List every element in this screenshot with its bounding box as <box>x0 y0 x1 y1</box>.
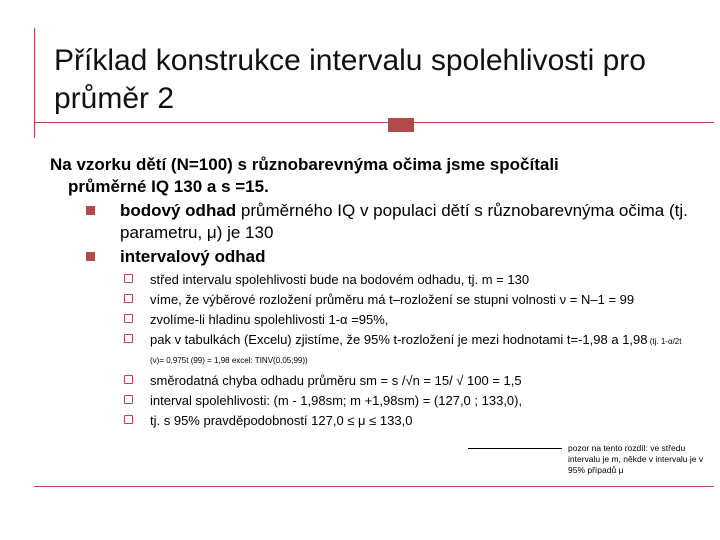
square-bullet-icon <box>86 252 95 261</box>
sub-item <box>50 311 690 328</box>
sub-item-small-text: (tj. 1-α/2t (ν)= 0,975t (99) = 1,98 excel: TINV(0,05;99)) <box>150 337 682 365</box>
sub-item <box>50 331 690 369</box>
sub-item-text: víme, že výběrové rozložení průměru má t–rozložení se stupni volnosti ν = N–1 = 99 <box>150 292 635 307</box>
bullet-bold-label: bodový odhad <box>120 201 237 220</box>
sub-item <box>50 392 690 409</box>
sub-item <box>50 412 690 429</box>
sub-item-text: střed intervalu spolehlivosti bude na bodovém odhadu, tj. m = 130 <box>150 272 530 287</box>
hollow-square-bullet-icon <box>124 375 133 384</box>
sub-item <box>50 372 690 389</box>
sub-item-text: pak v tabulkách (Excelu) zjistíme, že 95% t-rozložení je mezi hodnotami t=-1,98 a 1,98 <box>150 332 648 347</box>
accent-block <box>388 118 414 132</box>
bullet-bold-label: intervalový odhad <box>120 247 266 266</box>
hollow-square-bullet-icon <box>124 395 133 404</box>
sub-item-text: zvolíme-li hladinu spolehlivosti 1-α =95%, <box>150 312 389 327</box>
bottom-rule <box>34 486 714 487</box>
bullet-point-estimate <box>50 200 690 244</box>
note-pointer-line <box>468 448 562 449</box>
intro-line-1: Na vzorku dětí (N=100) s různobarevnýma očima jsme spočítali <box>50 155 559 174</box>
sub-item <box>50 291 690 308</box>
square-bullet-icon <box>86 206 95 215</box>
hollow-square-bullet-icon <box>124 314 133 323</box>
sub-item-text: interval spolehlivosti: (m - 1,98sm; m +1,98sm) = (127,0 ; 133,0), <box>150 393 523 408</box>
title-horizontal-rule <box>34 122 714 123</box>
intro-paragraph <box>50 154 690 198</box>
sub-item-text: tj. s 95% pravděpodobností 127,0 ≤ μ ≤ 133,0 <box>150 413 413 428</box>
bullet-interval-estimate <box>50 246 690 268</box>
hollow-square-bullet-icon <box>124 415 133 424</box>
side-note: pozor na tento rozdíl: ve středu intervalu je m, někde v intervalu je v 95% případů μ <box>568 443 704 475</box>
sub-item <box>50 271 690 288</box>
hollow-square-bullet-icon <box>124 274 133 283</box>
slide-title: Příklad konstrukce intervalu spolehlivosti pro průměr 2 <box>54 44 646 115</box>
sub-item-text: směrodatná chyba odhadu průměru sm = s /√n = 15/ √ 100 = 1,5 <box>150 373 522 388</box>
bullet-text: průměrného IQ v populaci dětí s různobarevnýma očima (tj. parametru, μ) je 130 <box>120 201 688 242</box>
hollow-square-bullet-icon <box>124 294 133 303</box>
hollow-square-bullet-icon <box>124 334 133 343</box>
intro-line-2: průměrné IQ 130 a s =15. <box>68 177 269 196</box>
slide-content <box>50 154 690 429</box>
